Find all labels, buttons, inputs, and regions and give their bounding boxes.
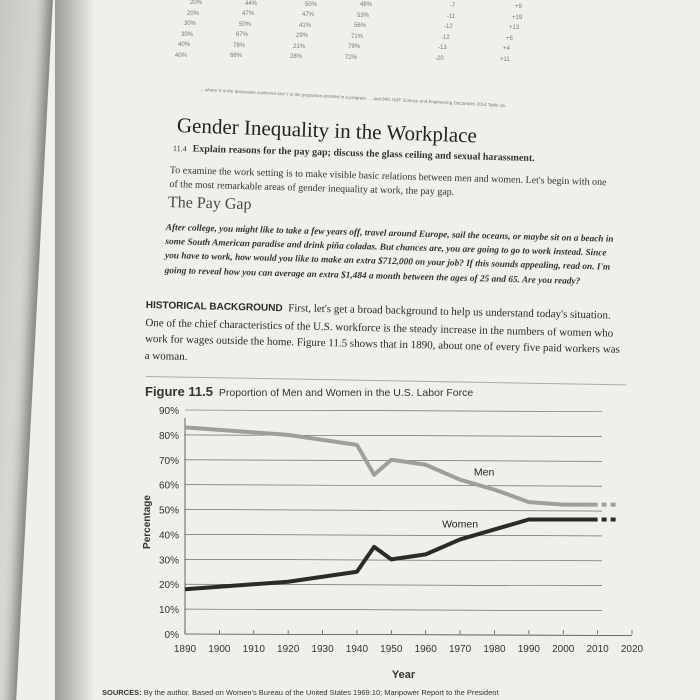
top-table-cell: +13 bbox=[509, 25, 520, 31]
x-tick-label: 2000 bbox=[552, 644, 575, 655]
top-table-cell: -11 bbox=[447, 13, 456, 20]
sources-text: By the author. Based on Women's Bureau of the United States 1969:10; Manpower Report to the President bbox=[143, 688, 499, 697]
y-tick-label: 20% bbox=[158, 580, 179, 592]
top-table-cell: 56% bbox=[354, 23, 367, 30]
top-table-cell: -7 bbox=[450, 3, 456, 10]
x-tick-label: 1890 bbox=[173, 644, 197, 655]
x-tick-label: 1970 bbox=[448, 644, 472, 655]
top-table-cell: -12 bbox=[444, 24, 453, 31]
top-table-cell: +4 bbox=[503, 46, 510, 52]
y-tick-label: 80% bbox=[158, 430, 179, 442]
gridline bbox=[185, 435, 602, 437]
x-tick-label: 1930 bbox=[311, 644, 334, 655]
y-tick-label: 60% bbox=[158, 480, 179, 492]
gridline bbox=[185, 534, 602, 536]
top-table-cell: 66% bbox=[230, 53, 243, 60]
x-tick-label: 1910 bbox=[242, 644, 265, 655]
objective-number: 11.4 bbox=[172, 144, 187, 154]
top-table-cell: 44% bbox=[245, 0, 258, 7]
x-tick-label: 2010 bbox=[586, 644, 609, 655]
top-table-cell: -13 bbox=[438, 45, 447, 52]
top-table-cell: +11 bbox=[500, 56, 510, 63]
top-table-cell: 40% bbox=[175, 52, 188, 59]
top-table-cell: 67% bbox=[236, 32, 249, 39]
x-tick-label: 1900 bbox=[208, 644, 231, 655]
y-tick-label: 30% bbox=[158, 555, 179, 567]
top-table-cell: 47% bbox=[302, 12, 315, 19]
top-table-cell: 30% bbox=[181, 31, 194, 38]
y-tick-label: 50% bbox=[158, 505, 179, 517]
top-table-cell: 48% bbox=[360, 2, 373, 9]
x-tick-label: 2020 bbox=[620, 644, 644, 655]
pay-gap-italic-paragraph: After college, you might like to take a few years off, travel around Europe, sail the oceans, or maybe sit on a beach in some South American paradise and drink piña coladas. But chances are, you are going to go to work instead. Since you have to work, how would you like to make an extra $712,000 on your job? If this sounds appealing, read on. I'm going to reveal how you can average an extra $1,484 a month between the ages of 25 and 65. Are you ready? bbox=[164, 222, 614, 287]
gridline bbox=[185, 510, 602, 512]
x-tick-label: 1960 bbox=[414, 644, 437, 655]
top-table-cell: 78% bbox=[233, 42, 246, 49]
top-table-cell: 30% bbox=[184, 21, 197, 27]
top-table-cell: 72% bbox=[345, 54, 358, 61]
top-table-cell: -12 bbox=[441, 34, 450, 41]
top-table-cell: 20% bbox=[190, 0, 203, 6]
pay-gap-heading: The Pay Gap bbox=[167, 194, 252, 214]
y-tick-label: 10% bbox=[158, 605, 179, 617]
top-table-cell: 41% bbox=[299, 22, 312, 29]
y-axis-title: Percentage bbox=[142, 495, 153, 549]
top-table-cell: 79% bbox=[348, 44, 361, 51]
women-series-label: Women bbox=[442, 518, 479, 531]
intro-paragraph: To examine the work setting is to make visible basic relations between men and women. Let's begin with one of the most remarkable areas of gender inequality at work, the pay gap. bbox=[169, 164, 607, 198]
top-table-cell: 40% bbox=[178, 42, 191, 48]
top-table-cell: 21% bbox=[293, 43, 306, 50]
top-table-cell: 28% bbox=[290, 54, 303, 61]
top-table-cell: 29% bbox=[296, 33, 309, 40]
figure-caption: Proportion of Men and Women in the U.S. Labor Force bbox=[218, 387, 474, 399]
x-tick-label: 1940 bbox=[345, 644, 369, 655]
table-footnote: ... where X is the doctorates conferred and Y is the proportion enrolled in a program. ... and 840; NSF Science and Engineering Doctorates 2014 Table 16. bbox=[199, 87, 507, 109]
y-tick-label: 70% bbox=[158, 455, 179, 467]
x-tick-label: 1950 bbox=[380, 644, 403, 655]
y-tick-label: 40% bbox=[158, 530, 179, 542]
y-tick-label: 0% bbox=[164, 630, 179, 641]
women-series-line bbox=[185, 520, 598, 590]
section-title: Gender Inequality in the Workplace bbox=[176, 113, 478, 148]
top-table-cell: 50% bbox=[305, 1, 318, 8]
top-table-cell: 71% bbox=[351, 33, 364, 40]
x-axis-title: Year bbox=[391, 669, 416, 681]
figure-sources bbox=[102, 688, 499, 697]
gridline bbox=[185, 485, 602, 487]
gridline bbox=[185, 609, 602, 611]
gridline bbox=[185, 410, 602, 412]
top-table-cell: 50% bbox=[239, 21, 252, 28]
top-table-cell: 47% bbox=[242, 11, 255, 18]
sources-label: SOURCES: bbox=[102, 688, 142, 697]
top-table-cell: 20% bbox=[187, 10, 200, 17]
objective-text: Explain reasons for the pay gap; discuss the glass ceiling and sexual harassment. bbox=[192, 143, 535, 165]
top-table-cell: 53% bbox=[357, 12, 370, 19]
x-tick-label: 1920 bbox=[277, 644, 300, 655]
x-tick-label: 1980 bbox=[483, 644, 506, 655]
men-series-label: Men bbox=[473, 466, 495, 479]
top-table-cell: -20 bbox=[435, 55, 444, 62]
y-tick-label: 90% bbox=[158, 406, 179, 417]
x-axis bbox=[185, 634, 632, 636]
figure-label: Figure 11.5 bbox=[145, 384, 213, 399]
historical-lead: HISTORICAL BACKGROUND bbox=[145, 299, 283, 315]
top-table-cell: +9 bbox=[515, 4, 522, 10]
top-table-cell: +6 bbox=[506, 35, 513, 42]
x-tick-label: 1990 bbox=[517, 644, 540, 655]
historical-text: First, let's get a broad background to help us understand today's situation. One of the chief characteristics of the U.S. workforce is the steady increase in the numbers of women who work for wages outside the home. Figure 11.5 shows that in 1890, about one of every five paid workers was a woman. bbox=[144, 302, 620, 363]
top-table-cell: +19 bbox=[512, 14, 523, 21]
men-series-line bbox=[185, 427, 598, 504]
